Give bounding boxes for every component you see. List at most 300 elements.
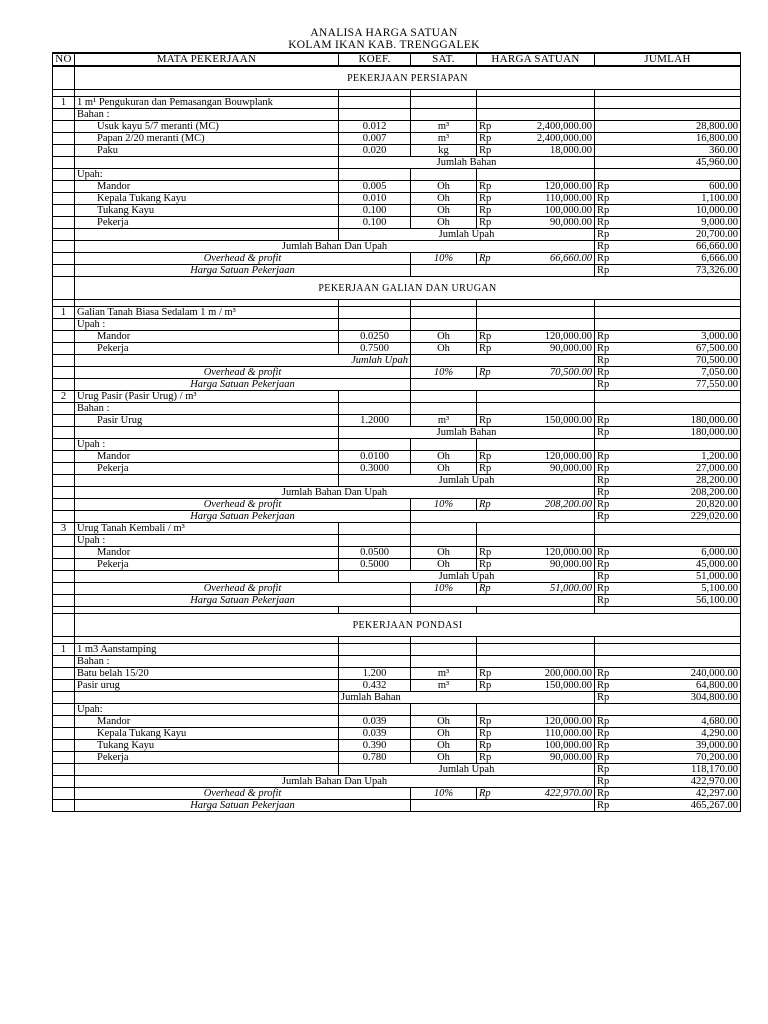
spacer-cell [53,607,75,614]
empty-cell [411,535,477,547]
line-item-row [53,451,741,463]
overhead-base-currency: Rp [479,499,491,510]
line-item-koef: 0.007 [339,133,411,145]
unit-price-amount [595,595,741,607]
line-item-unit: Oh [411,343,477,355]
price-value: 2,400,000.00 [536,121,592,132]
empty-cell [339,319,411,331]
overhead-row [53,253,741,265]
empty-cell [477,523,595,535]
spacer-cell [595,90,741,97]
amount-currency: Rp [597,415,610,426]
overhead-value: 5,100.00 [701,583,738,594]
category-label: Upah: [75,704,339,716]
empty-cell [411,595,595,607]
subtotal-currency: Rp [597,764,610,775]
amount-currency: Rp [597,181,610,192]
line-item-unit: m³ [411,668,477,680]
empty-cell [53,169,75,181]
line-item-price [477,740,595,752]
price-currency: Rp [479,680,492,691]
empty-cell [411,403,477,415]
overhead-percent: 10% [411,583,477,595]
line-item-koef: 0.039 [339,728,411,740]
line-item-row [53,205,741,217]
amount-value: 1,200.00 [701,451,738,462]
amount-currency: Rp [597,547,610,558]
line-item-price [477,559,595,571]
work-item-title-row [53,523,741,535]
category-row [53,656,741,668]
empty-cell [53,367,75,379]
spacer-cell [595,637,741,644]
empty-cell [477,97,595,109]
category-row [53,535,741,547]
empty-cell [411,523,477,535]
empty-cell [53,109,75,121]
line-item-price [477,463,595,475]
line-item-unit: m³ [411,133,477,145]
price-currency: Rp [479,752,492,763]
price-currency: Rp [479,331,492,342]
line-item-row [53,716,741,728]
line-item-price [477,728,595,740]
line-item-name: Paku [75,145,339,157]
unit-price-amount [595,265,741,277]
category-label: Upah: [75,169,339,181]
amount-currency: Rp [597,740,610,751]
line-item-name: Kepala Tukang Kayu [75,728,339,740]
amount-currency: Rp [597,193,610,204]
line-item-price [477,343,595,355]
amount-value: 9,000.00 [701,217,738,228]
amount-value: 16,800.00 [696,133,738,144]
line-item-price [477,145,595,157]
overhead-currency: Rp [597,367,610,378]
line-item-koef: 0.5000 [339,559,411,571]
amount-value: 4,290.00 [701,728,738,739]
line-item-name: Mandor [75,451,339,463]
empty-cell [75,764,339,776]
category-row [53,169,741,181]
line-item-amount [595,728,741,740]
total-currency: Rp [597,487,610,498]
category-row [53,319,741,331]
overhead-base-value: 208,200.00 [544,499,592,510]
empty-cell [53,776,75,788]
unit-price-currency: Rp [597,265,610,276]
price-value: 120,000.00 [544,716,592,727]
price-value: 90,000.00 [550,463,592,474]
price-currency: Rp [479,343,492,354]
overhead-currency: Rp [597,583,610,594]
spacer-cell [477,300,595,307]
spacer-cell [411,300,477,307]
line-item-name: Pekerja [75,217,339,229]
line-item-amount [595,331,741,343]
spacer-cell [53,300,75,307]
overhead-currency: Rp [597,253,610,264]
line-item-unit: Oh [411,205,477,217]
empty-cell [53,439,75,451]
empty-cell [477,109,595,121]
line-item-koef: 0.005 [339,181,411,193]
line-item-koef: 0.0100 [339,451,411,463]
price-value: 100,000.00 [544,205,592,216]
line-item-row [53,680,741,692]
category-label: Upah : [75,319,339,331]
line-item-amount [595,133,741,145]
empty-cell [411,319,477,331]
line-item-name: Pasir urug [75,680,339,692]
line-item-amount [595,451,741,463]
category-label: Upah : [75,535,339,547]
amount-value: 360.00 [709,145,738,156]
price-value: 90,000.00 [550,217,592,228]
total-label: Jumlah Bahan Dan Upah [75,241,595,253]
spacer-cell [477,637,595,644]
overhead-value: 20,820.00 [696,499,738,510]
line-item-koef: 0.390 [339,740,411,752]
unit-price-row [53,511,741,523]
line-item-koef: 0.039 [339,716,411,728]
total-label: Jumlah Bahan Dan Upah [75,776,595,788]
empty-cell [595,97,741,109]
spacer-row [53,300,741,307]
subtotal-label: Jumlah Bahan [339,157,595,169]
total-row [53,487,741,499]
price-currency: Rp [479,121,492,132]
unit-price-amount [595,511,741,523]
amount-value: 28,800.00 [696,121,738,132]
empty-cell [411,169,477,181]
overhead-row [53,499,741,511]
overhead-label: Overhead & profit [75,367,411,379]
overhead-base-currency: Rp [479,367,491,378]
subtotal-value: 20,700.00 [696,229,738,240]
price-currency: Rp [479,547,492,558]
overhead-base [477,499,595,511]
line-item-unit: kg [411,145,477,157]
item-number: 1 [53,644,75,656]
amount-value: 6,000.00 [701,547,738,558]
empty-cell [595,403,741,415]
line-item-row [53,728,741,740]
spacer-cell [339,637,411,644]
line-item-price [477,193,595,205]
total-row [53,776,741,788]
empty-cell [53,499,75,511]
line-item-row [53,121,741,133]
work-item-title: 1 m3 Aanstamping [75,644,339,656]
overhead-base-value: 51,000.00 [550,583,592,594]
overhead-base-currency: Rp [479,583,491,594]
empty-cell [595,391,741,403]
price-currency: Rp [479,181,492,192]
line-item-row [53,331,741,343]
unit-price-row [53,800,741,812]
empty-cell [339,656,411,668]
empty-cell [75,157,339,169]
category-label: Bahan : [75,403,339,415]
empty-cell [53,716,75,728]
subtotal-amount [595,692,741,704]
item-number: 3 [53,523,75,535]
empty-cell [53,595,75,607]
empty-cell [339,97,411,109]
subtotal-amount [595,475,741,487]
work-item-title-row [53,97,741,109]
empty-cell [53,379,75,391]
spacer-cell [477,90,595,97]
overhead-row [53,788,741,800]
price-value: 110,000.00 [545,728,592,739]
header-mata-pekerjaan: MATA PEKERJAAN [75,53,339,66]
empty-cell [339,704,411,716]
spacer-cell [411,90,477,97]
empty-cell [53,355,75,367]
unit-price-amount [595,379,741,391]
empty-cell [53,740,75,752]
line-item-unit: m³ [411,121,477,133]
subtotal-currency: Rp [597,571,610,582]
overhead-base [477,253,595,265]
spacer-cell [595,607,741,614]
empty-cell [595,644,741,656]
empty-cell [339,523,411,535]
price-value: 90,000.00 [550,343,592,354]
empty-cell [339,169,411,181]
subtotal-currency: Rp [597,475,610,486]
empty-cell [53,583,75,595]
subtotal-row [53,571,741,583]
empty-cell [477,319,595,331]
empty-cell [477,403,595,415]
amount-value: 240,000.00 [690,668,738,679]
line-item-amount [595,415,741,427]
work-item-title: Galian Tanah Biasa Sedalam 1 m / m³ [75,307,339,319]
amount-currency: Rp [597,463,610,474]
subtotal-currency: Rp [597,355,610,366]
subtotal-label: Jumlah Bahan [339,692,595,704]
empty-cell [53,181,75,193]
work-item-title-row [53,307,741,319]
spacer-row [53,90,741,97]
total-row [53,241,741,253]
analysis-table-body [53,53,741,812]
line-item-price [477,121,595,133]
empty-cell [75,229,339,241]
amount-currency: Rp [597,680,610,691]
empty-cell [53,728,75,740]
subtotal-row [53,692,741,704]
total-currency: Rp [597,776,610,787]
price-currency: Rp [479,740,492,751]
subtotal-label: Jumlah Upah [339,571,595,583]
empty-cell [53,343,75,355]
line-item-row [53,217,741,229]
subtotal-currency: Rp [597,427,610,438]
overhead-percent: 10% [411,788,477,800]
header-harga-satuan: HARGA SATUAN [477,53,595,66]
line-item-koef: 0.010 [339,193,411,205]
unit-price-currency: Rp [597,595,610,606]
line-item-amount [595,343,741,355]
unit-price-row [53,595,741,607]
amount-value: 4,680.00 [701,716,738,727]
line-item-name: Mandor [75,181,339,193]
empty-cell [53,403,75,415]
overhead-base [477,583,595,595]
line-item-row [53,559,741,571]
price-value: 120,000.00 [544,451,592,462]
subtotal-label: Jumlah Upah [75,355,411,367]
line-item-price [477,217,595,229]
line-item-amount [595,463,741,475]
empty-cell [477,307,595,319]
amount-value: 1,100.00 [701,193,738,204]
line-item-unit: Oh [411,752,477,764]
empty-cell [411,391,477,403]
amount-value: 10,000.00 [696,205,738,216]
price-value: 2,400,000.00 [536,133,592,144]
sheet-title: ANALISA HARGA SATUAN [310,27,458,39]
subtotal-row [53,157,741,169]
empty-cell [595,704,741,716]
line-item-name: Tukang Kayu [75,205,339,217]
empty-cell [75,475,339,487]
sheet-subtitle: KOLAM IKAN KAB. TRENGGALEK [288,39,480,51]
empty-cell [477,391,595,403]
empty-cell [411,355,595,367]
subtotal-amount [595,571,741,583]
overhead-percent: 10% [411,253,477,265]
unit-price-value: 229,020.00 [690,511,738,522]
line-item-row [53,668,741,680]
total-value: 422,970.00 [690,776,738,787]
price-currency: Rp [479,145,492,156]
empty-cell [53,571,75,583]
line-item-amount [595,716,741,728]
total-label: Jumlah Bahan Dan Upah [75,487,595,499]
empty-cell [595,109,741,121]
unit-price-label: Harga Satuan Pekerjaan [75,595,411,607]
overhead-amount [595,367,741,379]
empty-cell [339,391,411,403]
empty-cell [53,133,75,145]
subtotal-value: 45,960.00 [696,157,738,168]
total-currency: Rp [597,241,610,252]
section-title: PEKERJAAN GALIAN DAN URUGAN [75,277,741,300]
item-number: 1 [53,97,75,109]
line-item-amount [595,752,741,764]
empty-cell [53,415,75,427]
empty-cell [339,644,411,656]
line-item-koef: 0.432 [339,680,411,692]
price-currency: Rp [479,133,492,144]
subtotal-amount [595,157,741,169]
line-item-row [53,133,741,145]
section-header-row [53,614,741,637]
subtotal-row [53,427,741,439]
empty-cell [339,109,411,121]
unit-price-row [53,379,741,391]
empty-cell [411,800,595,812]
empty-cell [53,692,75,704]
work-item-title-row [53,644,741,656]
overhead-base-value: 70,500.00 [550,367,592,378]
line-item-koef: 0.012 [339,121,411,133]
overhead-amount [595,788,741,800]
subtotal-value: 28,200.00 [696,475,738,486]
empty-cell [53,217,75,229]
section-header-row [53,66,741,90]
line-item-unit: Oh [411,451,477,463]
empty-cell [53,535,75,547]
work-item-title: Urug Pasir (Pasir Urug) / m³ [75,391,339,403]
subtotal-amount [595,427,741,439]
overhead-row [53,367,741,379]
line-item-amount [595,193,741,205]
spacer-cell [339,300,411,307]
spacer-cell [53,90,75,97]
amount-currency: Rp [597,716,610,727]
overhead-base [477,788,595,800]
unit-price-currency: Rp [597,800,610,811]
empty-cell [53,800,75,812]
line-item-price [477,181,595,193]
spacer-cell [411,607,477,614]
amount-value: 67,500.00 [696,343,738,354]
line-item-koef: 0.0500 [339,547,411,559]
item-number: 1 [53,307,75,319]
empty-cell [477,169,595,181]
overhead-value: 42,297.00 [696,788,738,799]
line-item-koef: 0.3000 [339,463,411,475]
header-koef: KOEF. [339,53,411,66]
empty-cell [53,121,75,133]
overhead-percent: 10% [411,367,477,379]
empty-cell [53,656,75,668]
line-item-price [477,680,595,692]
category-label: Bahan : [75,109,339,121]
unit-price-currency: Rp [597,511,610,522]
price-currency: Rp [479,728,492,739]
subtotal-amount [595,764,741,776]
empty-cell [53,157,75,169]
category-row [53,704,741,716]
line-item-unit: m³ [411,415,477,427]
spacer-row [53,607,741,614]
unit-price-value: 56,100.00 [696,595,738,606]
empty-cell [595,439,741,451]
overhead-row [53,583,741,595]
overhead-label: Overhead & profit [75,583,411,595]
unit-price-value: 465,267.00 [690,800,738,811]
line-item-row [53,463,741,475]
line-item-amount [595,121,741,133]
section-title: PEKERJAAN PERSIAPAN [75,66,741,90]
line-item-row [53,193,741,205]
overhead-amount [595,499,741,511]
overhead-base-currency: Rp [479,788,491,799]
price-value: 120,000.00 [544,181,592,192]
price-currency: Rp [479,415,492,426]
empty-cell [53,253,75,265]
section-no [53,277,75,300]
subtotal-currency: Rp [597,692,610,703]
price-value: 120,000.00 [544,547,592,558]
